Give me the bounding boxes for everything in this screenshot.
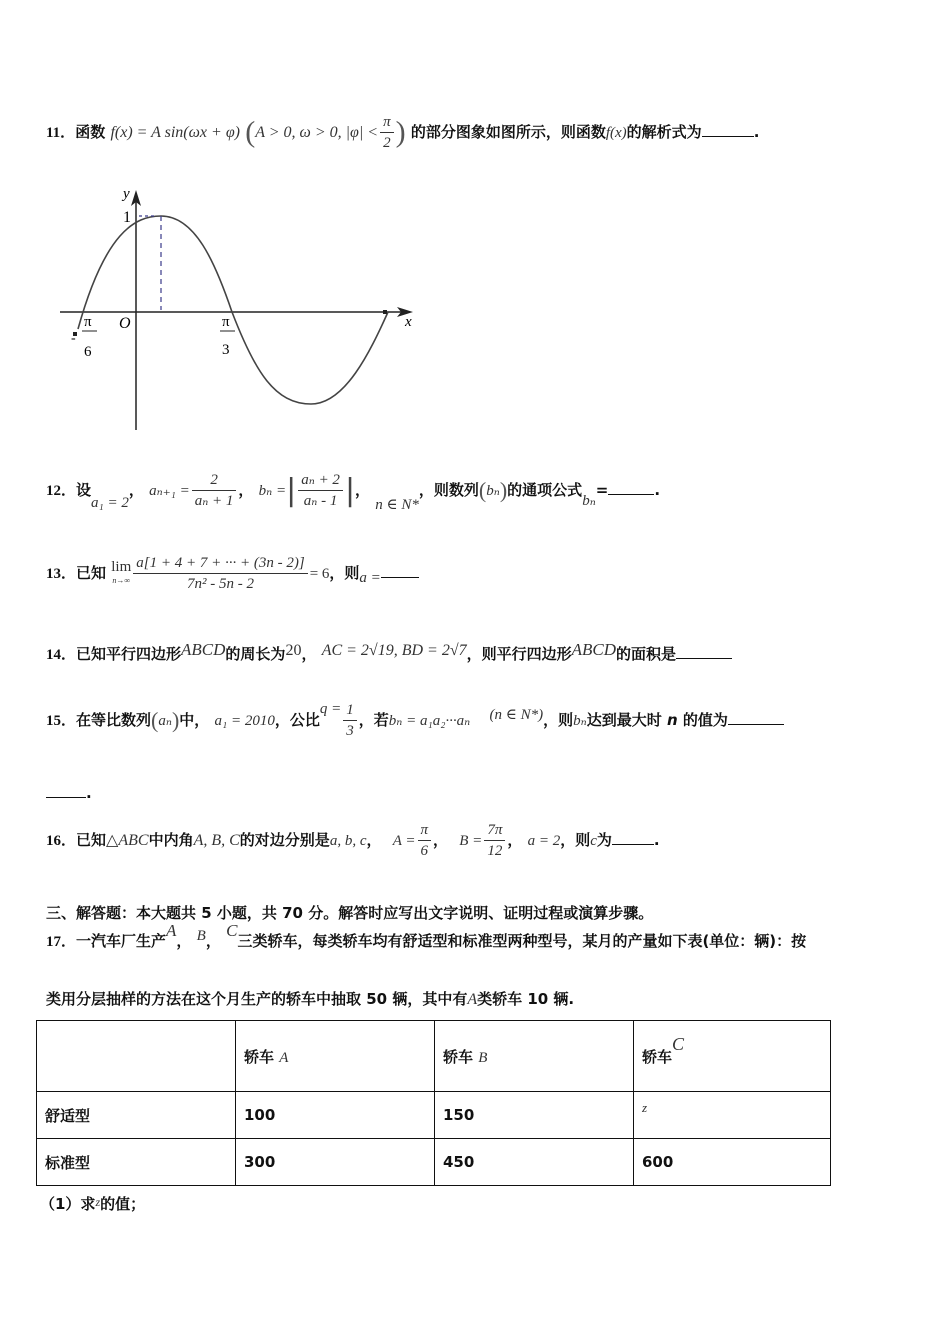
q13-line — [46, 553, 419, 594]
table-cell: 100 — [236, 1092, 435, 1139]
q11-line — [46, 112, 759, 153]
q14-mid: 的周长为 — [225, 645, 286, 663]
q14-lead: 已知平行四边形 — [76, 645, 182, 663]
q15-brace-right: ) — [171, 707, 180, 733]
q17-line-1 — [46, 921, 807, 951]
pi3-three-label: 3 — [222, 342, 230, 358]
q15-tail-a: 达到最大时 — [586, 711, 662, 729]
q16-A: A = — [392, 833, 416, 849]
table-cell: 300 — [236, 1139, 435, 1186]
q12-mid: ，则数列 — [418, 481, 479, 499]
q11-condition: A > 0, ω > 0, |φ| < — [255, 124, 379, 141]
pi3-pi-label: π — [222, 314, 230, 330]
q14-mid2: ，则平行四边形 — [466, 645, 572, 663]
q11-mid: 的部分图象如图所示，则函数 — [410, 123, 606, 141]
q17-lead: 一汽车厂生产 — [76, 932, 167, 950]
q17-A: A — [166, 921, 177, 940]
q16-mid: 中内角 — [148, 831, 194, 849]
q16-mid3: ，则 — [560, 831, 591, 849]
q11-number: 11． — [46, 125, 76, 141]
q12-a1: a₁ = 2 — [91, 495, 129, 511]
q16-line — [46, 820, 660, 861]
q12-mid2: 的通项公式 — [507, 481, 583, 499]
q11-tail: 的解析式为 — [626, 123, 702, 141]
q15-tail-b: 的值为 — [682, 711, 728, 729]
q11-end: . — [753, 123, 760, 141]
q17-line2-b: 类轿车 10 辆. — [477, 990, 575, 1008]
q14-abcd-2: ABCD — [571, 640, 617, 659]
q15-line-2 — [46, 784, 92, 802]
q11-formula: f(x) = A sin(ωx + φ) — [110, 124, 241, 141]
q12-an1: aₙ₊₁ = — [149, 483, 190, 499]
q12-frac-2: $\frac{\text{aₙ + 2}}{\text{aₙ - 1}}$ — [298, 470, 343, 511]
table-cell: 标准型 — [37, 1139, 236, 1186]
table-cell: 450 — [435, 1139, 634, 1186]
y-one-label: 1 — [123, 209, 131, 226]
q15-number: 15． — [46, 713, 77, 729]
q14-tail: 的面积是 — [616, 645, 677, 663]
table-header-cell: 轿车 A — [236, 1021, 435, 1092]
q13-mid: ，则 — [329, 564, 360, 582]
q16-comma-2: ， — [433, 831, 449, 849]
q12-brace-left: ( — [478, 477, 487, 503]
q16-angles: A, B, C — [193, 832, 240, 849]
q13-lead: 已知 — [76, 564, 107, 582]
q15-q-frac: $\frac{1}{3}$ — [343, 700, 357, 741]
table-cell: 150 — [435, 1092, 634, 1139]
neg-sign-label: - — [71, 331, 76, 346]
q11-pi-over-2: $\frac{\pi}{2}$ — [380, 112, 394, 153]
q16-comma-3: ， — [507, 831, 523, 849]
q17-line-2 — [46, 988, 574, 1009]
q12-bn2: bₙ — [582, 493, 596, 509]
q16-answer-blank — [612, 843, 654, 845]
table-header-cell — [37, 1021, 236, 1092]
q15-mid3: ，若 — [358, 711, 389, 729]
q15-brace-left: ( — [151, 707, 159, 733]
y-label: y — [123, 186, 130, 202]
q16-triangle: △ABC — [106, 832, 149, 849]
q15-answer-blank — [728, 723, 784, 725]
q15-answer-blank-2 — [46, 796, 86, 798]
table-header-cell: 轿车C — [634, 1021, 831, 1092]
table-cell: z — [634, 1092, 831, 1139]
q12-comma: ， — [128, 481, 144, 499]
q12-bseq: bₙ — [486, 483, 500, 499]
q12-abs-left: | — [286, 473, 297, 508]
q15-end: . — [86, 784, 92, 802]
q15-mid: 中， — [179, 711, 210, 729]
q16-B: B = — [459, 833, 483, 849]
q12-bn: bₙ = — [258, 483, 287, 499]
q13-limit: lim n→∞ — [111, 558, 132, 585]
q12-line — [46, 470, 660, 511]
q15-seq: aₙ — [158, 713, 172, 729]
q17-part1-lead: （1）求 — [40, 1195, 96, 1213]
q15-mid2: ，公比 — [274, 711, 320, 729]
q15-bn: bₙ = a₁a₂···aₙ — [388, 713, 471, 729]
table-row — [37, 1139, 831, 1186]
q12-abs-right: | — [344, 473, 356, 508]
q14-diagonals: AC = 2√19, BD = 2√7 — [321, 642, 467, 659]
q17-line2-a: 类用分层抽样的方法在这个月生产的轿车中抽取 50 辆，其中有 — [46, 990, 468, 1008]
origin-label: O — [119, 315, 131, 332]
q15-a1: a₁ = 2010 — [214, 713, 275, 729]
q17-comma-2: ， — [205, 932, 221, 950]
q17-comma-1: ， — [176, 932, 192, 950]
q12-lead: 设 — [76, 481, 92, 499]
neg-pi-label: π — [84, 314, 92, 330]
q17-B: B — [196, 928, 206, 944]
q14-comma: ， — [301, 645, 317, 663]
q17-part-1 — [40, 1193, 145, 1214]
section-3-heading: 三、解答题：本大题共 5 小题，共 70 分。解答时应写出文字说明、证明过程或演算步骤。 — [46, 904, 654, 922]
q12-frac-1: $\frac{2}{\text{aₙ + 1}}$ — [192, 470, 237, 511]
q15-q: q = — [319, 701, 342, 717]
q11-fx: f(x) — [605, 125, 627, 141]
q12-number: 12． — [46, 483, 77, 499]
q12-answer-blank — [608, 493, 654, 495]
q13-eq: = 6 — [309, 566, 330, 582]
q17-line2-A: A — [467, 991, 478, 1008]
table-header-row — [37, 1021, 831, 1092]
q13-answer-blank — [381, 576, 419, 578]
q13-frac: $\frac{a[1 + 4 + 7 + \cdot\cdot\cdot + (3n - 2)]}{\text{7n² - 5n - 2}}$ — [133, 553, 307, 594]
q11-lead: 函数 — [75, 123, 106, 141]
q11-paren-right: ) — [395, 115, 406, 149]
q15-n: n — [666, 711, 678, 729]
q16-tail: 为 — [596, 831, 612, 849]
q17-part1-tail: 的值； — [100, 1195, 146, 1213]
table-cell: 600 — [634, 1139, 831, 1186]
q17-part1-z: z — [95, 1195, 101, 1209]
q11-paren-left: ( — [245, 115, 256, 149]
q17-number: 17． — [46, 934, 77, 950]
q15-nset: (n ∈ N*) — [489, 707, 544, 723]
q14-line — [46, 640, 732, 664]
q16-mid2: 的对边分别是 — [239, 831, 330, 849]
q11-answer-blank — [702, 135, 754, 137]
q12-tail: = — [595, 481, 609, 499]
sine-curve — [78, 216, 388, 404]
q12-comma-3: ， — [355, 481, 371, 499]
q15-lead: 在等比数列 — [76, 711, 152, 729]
q15-bn2: bₙ — [573, 713, 587, 729]
q15-mid4: ，则 — [543, 711, 574, 729]
q16-lead: 已知 — [76, 831, 107, 849]
q14-answer-blank — [676, 657, 732, 659]
table-cell: 舒适型 — [37, 1092, 236, 1139]
q15-line — [46, 700, 784, 741]
q14-perimeter: 20 — [285, 642, 302, 659]
table-header-cell: 轿车 B — [435, 1021, 634, 1092]
q16-A-frac: $\frac{\pi}{6}$ — [418, 820, 432, 861]
q12-end: . — [654, 481, 661, 499]
right-end-point — [383, 310, 387, 314]
q16-sides: a, b, c — [329, 833, 367, 849]
q16-number: 16． — [46, 833, 77, 849]
q16-c: c — [590, 833, 597, 849]
q16-end: . — [653, 831, 660, 849]
q13-number: 13． — [46, 566, 77, 582]
x-label: x — [405, 314, 412, 330]
q13-a: a = — [359, 570, 381, 586]
q16-B-frac: $\frac{7\pi}{12}$ — [484, 820, 505, 861]
q14-number: 14． — [46, 647, 77, 663]
q12-comma-2: ， — [238, 481, 254, 499]
q17-line1-tail: 三类轿车，每类轿车均有舒适型和标准型两种型号，某月的产量如下表(单位：辆)：按 — [237, 932, 807, 950]
q12-brace-right: ) — [499, 477, 508, 503]
q16-a: a = 2 — [527, 833, 561, 849]
sine-graph — [55, 182, 425, 437]
table-row — [37, 1092, 831, 1139]
neg-six-label: 6 — [84, 344, 92, 360]
q12-nset: n ∈ N* — [375, 497, 419, 513]
q16-comma: ， — [366, 831, 382, 849]
q14-abcd: ABCD — [181, 640, 226, 659]
production-table — [36, 1020, 831, 1186]
q17-C: C — [226, 921, 238, 940]
